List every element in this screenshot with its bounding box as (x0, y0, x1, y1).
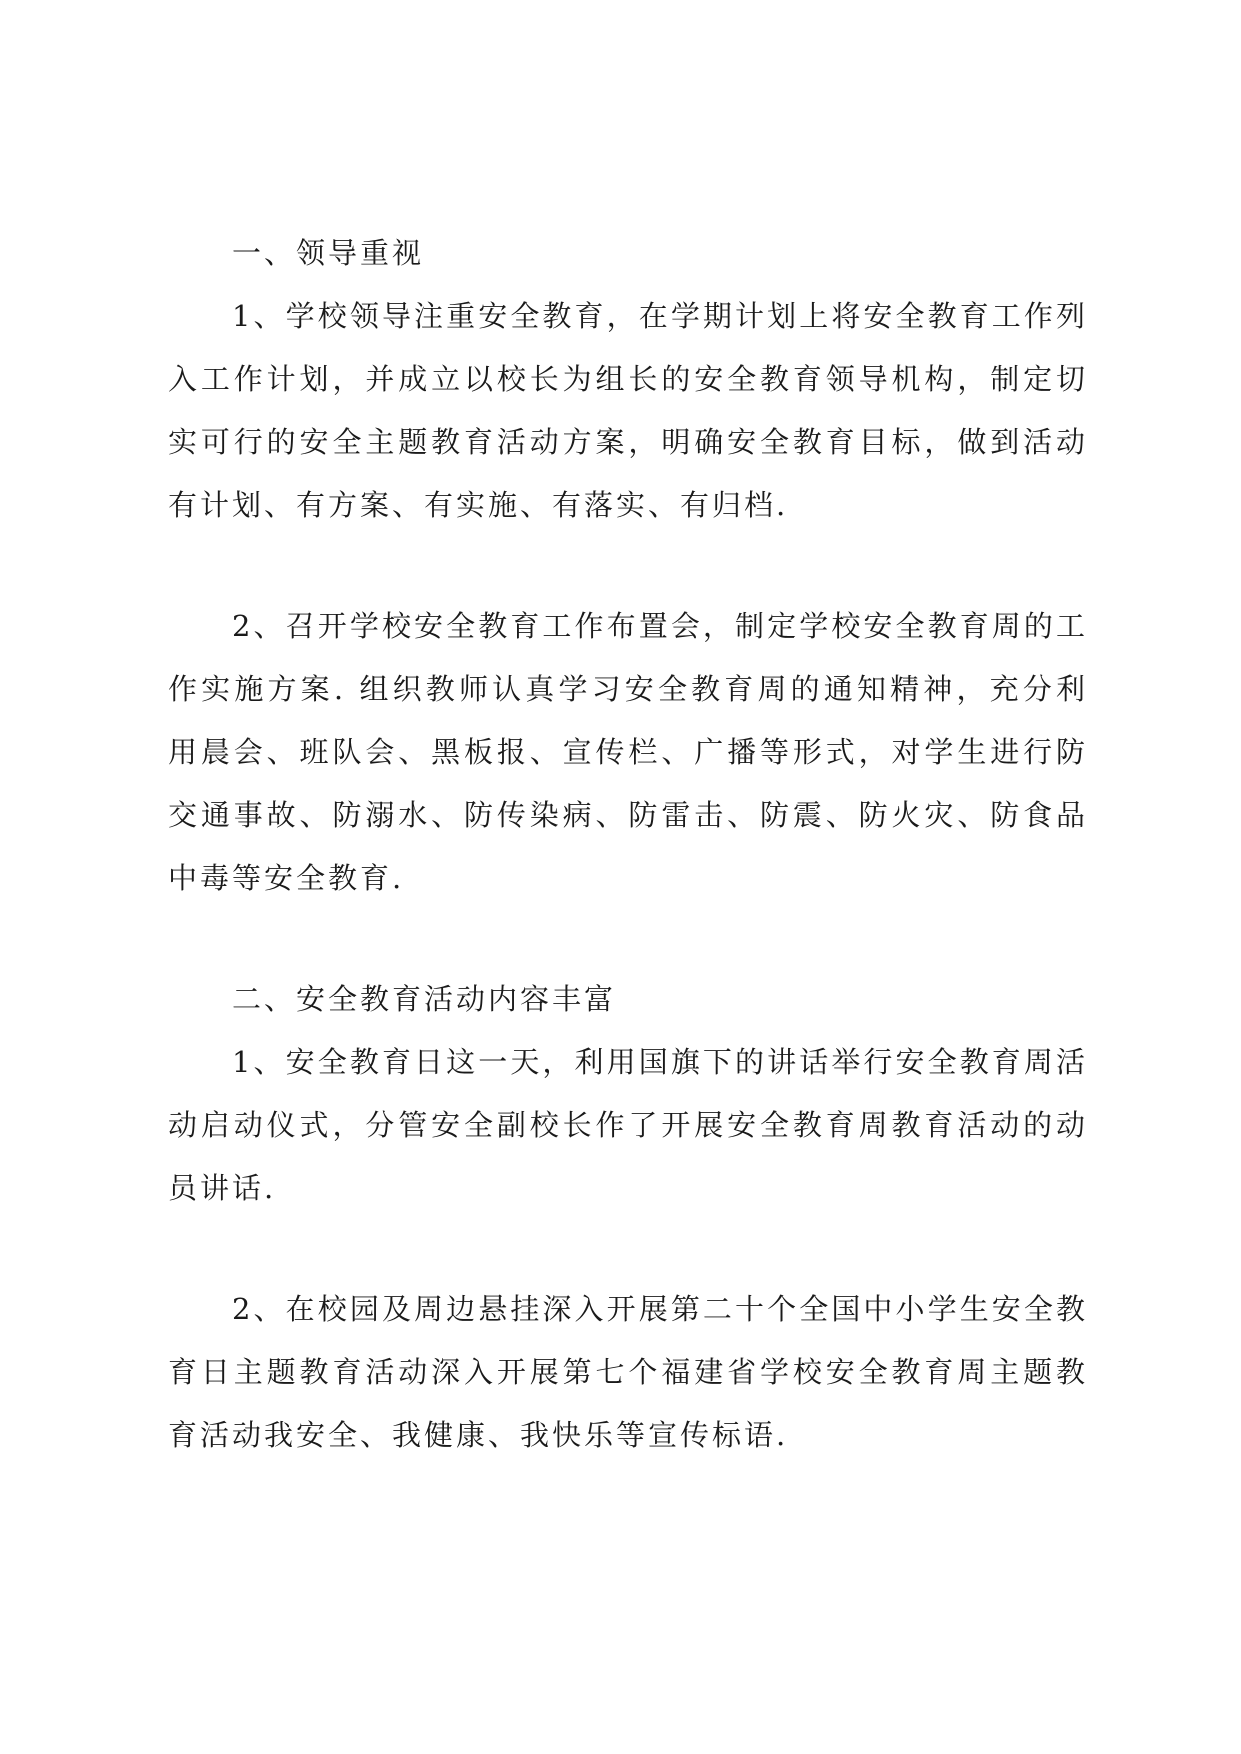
paragraph-2-2: 2、在校园及周边悬挂深入开展第二十个全国中小学生安全教育日主题教育活动深入开展第七个福建省学校安全教育周主题教育活动我安全、我健康、我快乐等宣传标语. (168, 1292, 1088, 1452)
paragraph-spacer (168, 1220, 1088, 1278)
document-body (168, 222, 1088, 1467)
paragraph-1-1: 1、学校领导注重安全教育，在学期计划上将安全教育工作列入工作计划，并成立以校长为组长的安全教育领导机构，制定切实可行的安全主题教育活动方案，明确安全教育目标，做到活动有计划、有方案、有实施、有落实、有归档. (168, 299, 1088, 522)
paragraph-spacer (168, 910, 1088, 968)
paragraph-spacer (168, 537, 1088, 595)
section-heading-1: 一、领导重视 (232, 236, 425, 270)
paragraph-2-1: 1、安全教育日这一天，利用国旗下的讲话举行安全教育周活动启动仪式，分管安全副校长作了开展安全教育周教育活动的动员讲话. (168, 1045, 1088, 1205)
section-heading-2: 二、安全教育活动内容丰富 (232, 982, 617, 1016)
paragraph-1-2: 2、召开学校安全教育工作布置会，制定学校安全教育周的工作实施方案. 组织教师认真学习安全教育周的通知精神，充分利用晨会、班队会、黑板报、宣传栏、广播等形式，对学生进行防交通事故、防溺水、防传染病、防雷击、防震、防火灾、防食品中毒等安全教育. (168, 609, 1088, 895)
